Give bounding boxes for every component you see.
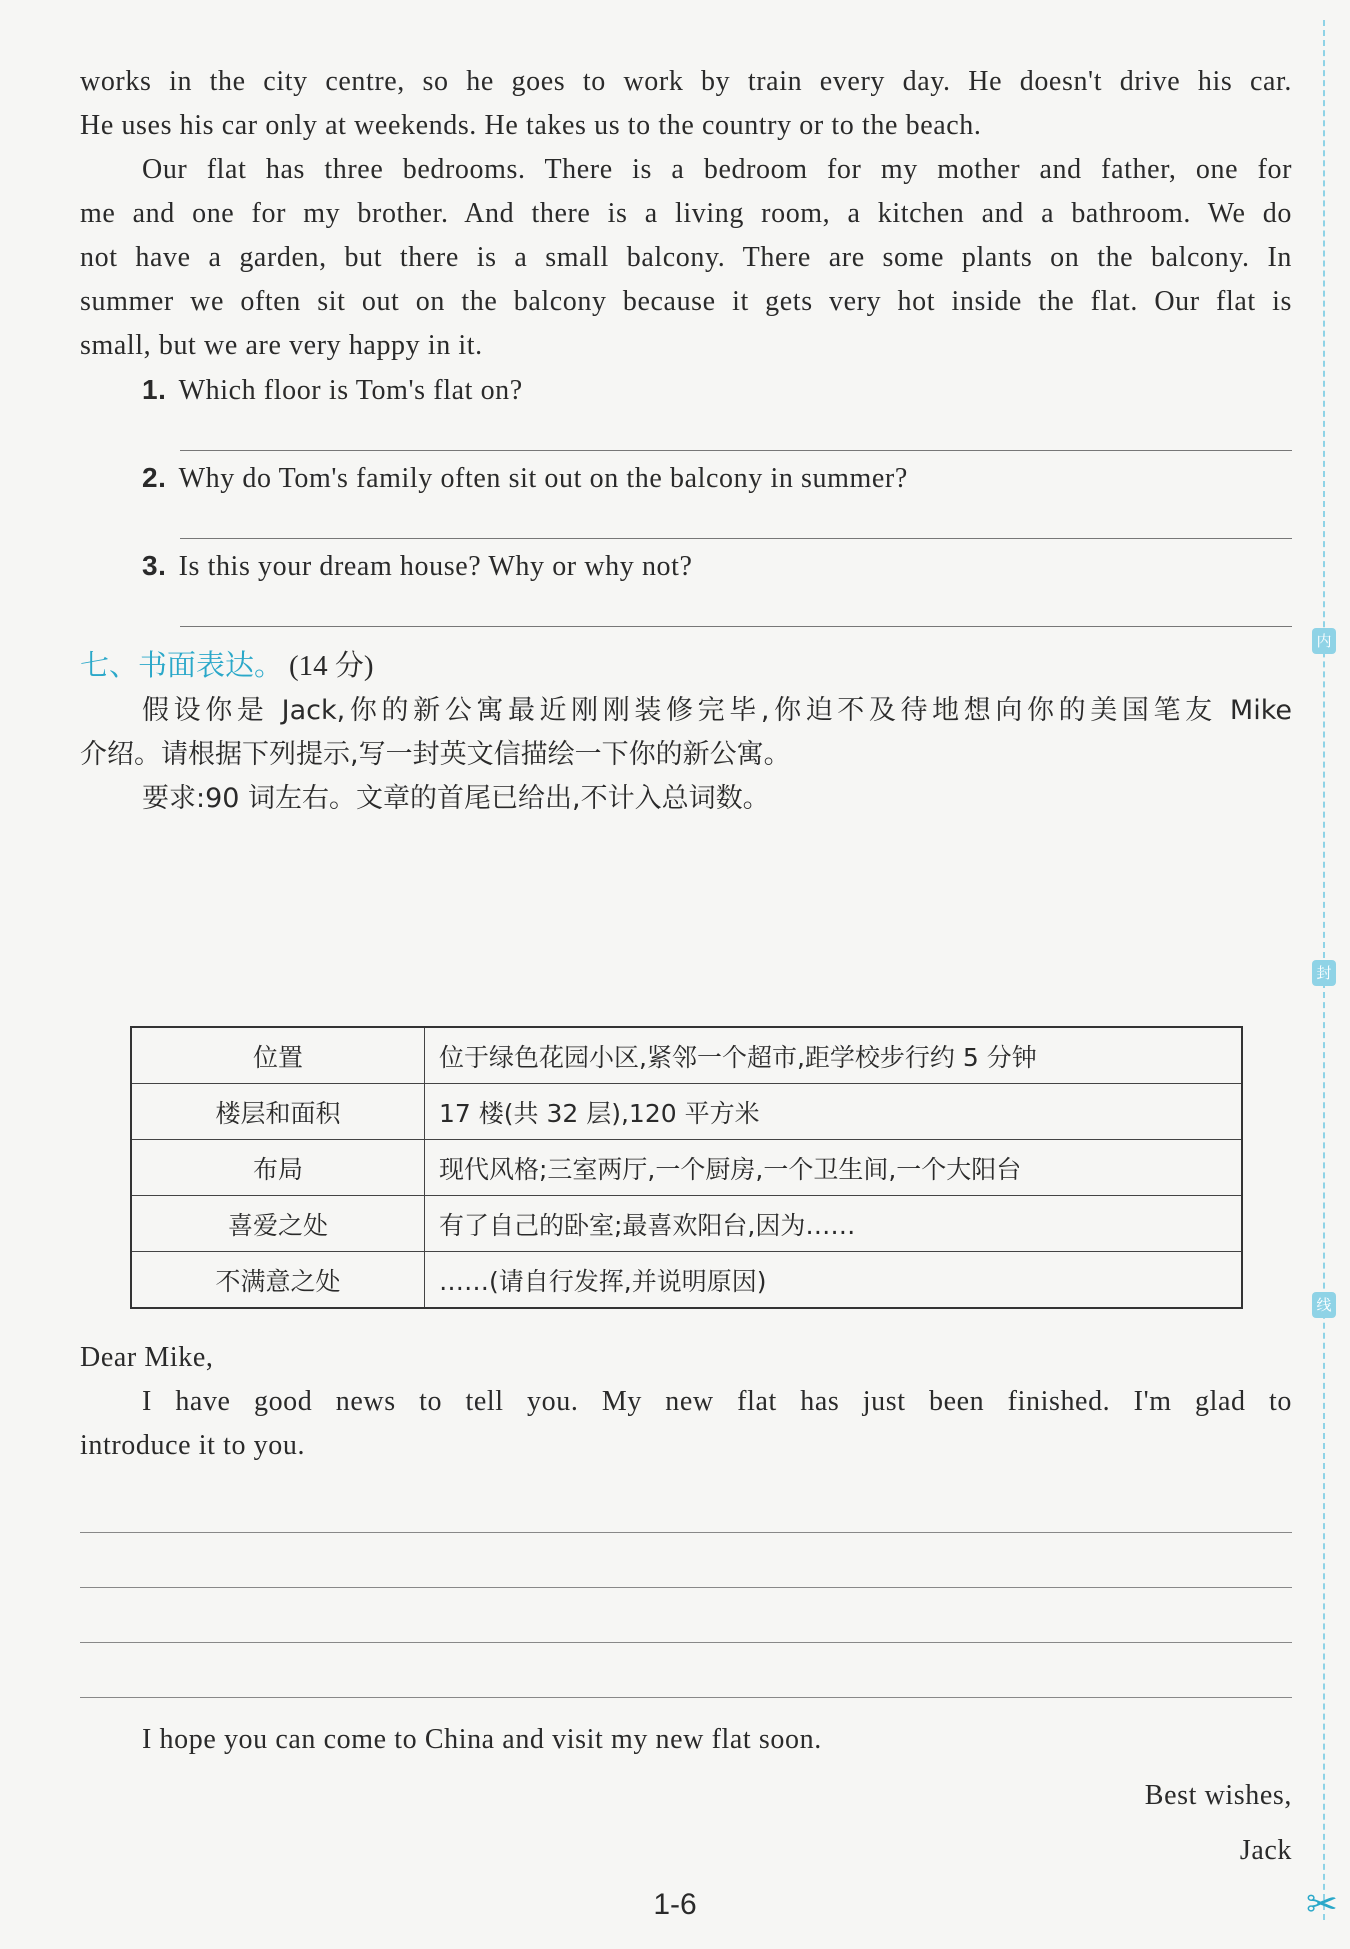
letter-body-line-1: I have good news to tell you. My new flat has just been finished. I'm glad to xyxy=(142,1386,1292,1417)
question-number: 1. xyxy=(142,374,167,405)
question-text: Why do Tom's family often sit out on the balcony in summer? xyxy=(178,463,908,494)
section-7-heading xyxy=(80,643,374,684)
question-1 xyxy=(142,374,523,407)
table-row xyxy=(131,1084,1242,1140)
writing-line-2[interactable] xyxy=(80,1587,1292,1588)
table-row xyxy=(131,1140,1242,1196)
page-number: 1-6 xyxy=(653,1888,697,1921)
passage-line-4: me and one for my brother. And there is a living room, a kitchen and a bathroom. We do xyxy=(80,198,1292,229)
letter-greeting: Dear Mike, xyxy=(80,1342,214,1373)
passage-line-3: Our flat has three bedrooms. There is a bedroom for my mother and father, one for xyxy=(142,154,1292,185)
passage-line-7: small, but we are very happy in it. xyxy=(80,330,483,361)
answer-line-3[interactable] xyxy=(180,626,1292,627)
scissors-icon: ✂ xyxy=(1306,1882,1338,1926)
question-number: 3. xyxy=(142,550,167,581)
passage-line-5: not have a garden, but there is a small balcony. There are some plants on the balcony. In xyxy=(80,242,1292,273)
table-key: 喜爱之处 xyxy=(131,1196,425,1252)
letter-closing-line: I hope you can come to China and visit my new flat soon. xyxy=(142,1724,822,1755)
answer-line-1[interactable] xyxy=(180,450,1292,451)
table-value: 现代风格;三室两厅,一个厨房,一个卫生间,一个大阳台 xyxy=(425,1140,1243,1196)
question-2 xyxy=(142,462,908,495)
letter-signature: Jack xyxy=(1239,1835,1292,1866)
question-number: 2. xyxy=(142,462,167,493)
table-key: 不满意之处 xyxy=(131,1252,425,1309)
table-key: 位置 xyxy=(131,1027,425,1084)
table-row xyxy=(131,1027,1242,1084)
table-key: 布局 xyxy=(131,1140,425,1196)
table-value: 有了自己的卧室;最喜欢阳台,因为…… xyxy=(425,1196,1243,1252)
section-7-points: (14 分) xyxy=(289,650,374,682)
answer-line-2[interactable] xyxy=(180,538,1292,539)
table-value: 17 楼(共 32 层),120 平方米 xyxy=(425,1084,1243,1140)
binding-tab-seal: 封 xyxy=(1312,960,1336,986)
instruction-line-1: 假设你是 Jack,你的新公寓最近刚刚装修完毕,你迫不及待地想向你的美国笔友 Mike xyxy=(142,695,1292,726)
writing-line-3[interactable] xyxy=(80,1642,1292,1643)
table-row xyxy=(131,1196,1242,1252)
table-value: 位于绿色花园小区,紧邻一个超市,距学校步行约 5 分钟 xyxy=(425,1027,1243,1084)
writing-line-1[interactable] xyxy=(80,1532,1292,1533)
binding-tab-inner: 内 xyxy=(1312,628,1336,654)
question-text: Is this your dream house? Why or why not? xyxy=(178,551,693,582)
table-value: ……(请自行发挥,并说明原因) xyxy=(425,1252,1243,1309)
letter-sign-off: Best wishes, xyxy=(1144,1780,1292,1811)
passage-line-1: works in the city centre, so he goes to work by train every day. He doesn't drive his car. xyxy=(80,66,1292,97)
info-table xyxy=(130,1026,1243,1309)
passage-line-2: He uses his car only at weekends. He takes us to the country or to the beach. xyxy=(80,110,982,141)
letter-body-line-2: introduce it to you. xyxy=(80,1430,306,1461)
table-key: 楼层和面积 xyxy=(131,1084,425,1140)
table-row xyxy=(131,1252,1242,1309)
instruction-line-2: 介绍。请根据下列提示,写一封英文信描绘一下你的新公寓。 xyxy=(80,739,791,770)
binding-tab-line: 线 xyxy=(1312,1292,1336,1318)
section-7-title: 七、书面表达。 xyxy=(80,648,284,682)
writing-line-4[interactable] xyxy=(80,1697,1292,1698)
question-text: Which floor is Tom's flat on? xyxy=(178,375,523,406)
passage-line-6: summer we often sit out on the balcony because it gets very hot inside the flat. Our flat is xyxy=(80,286,1292,317)
requirement-text: 要求:90 词左右。文章的首尾已给出,不计入总词数。 xyxy=(142,783,770,814)
question-3 xyxy=(142,550,693,583)
